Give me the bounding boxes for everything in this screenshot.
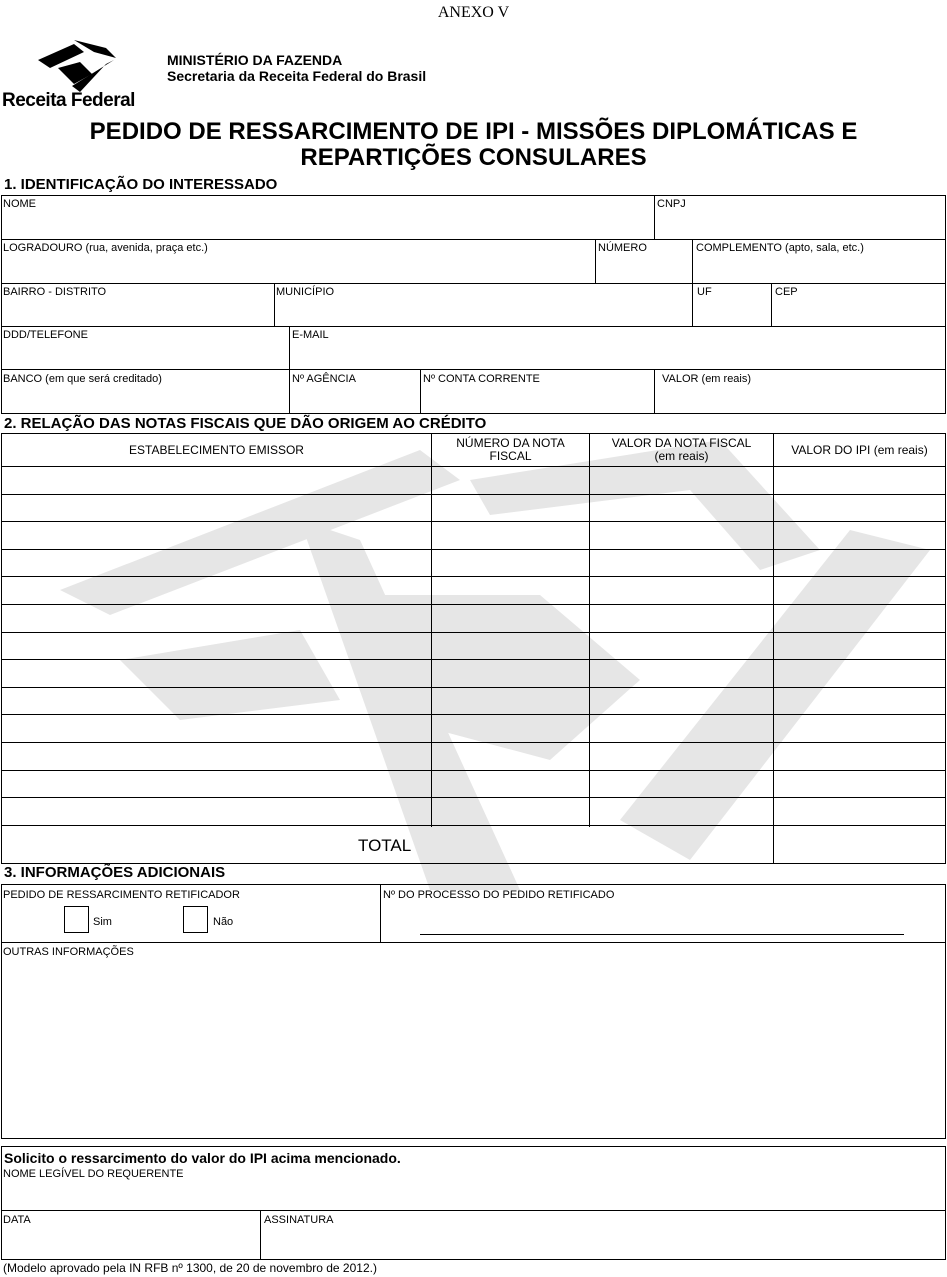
valor-label: VALOR (em reais) (662, 373, 752, 385)
estabelecimento-cell[interactable] (2, 771, 431, 797)
total-label: TOTAL (358, 836, 412, 855)
valor-ipi-cell[interactable] (774, 798, 945, 825)
numero-nota-cell[interactable] (432, 660, 589, 687)
estabelecimento-cell[interactable] (2, 577, 431, 604)
estabelecimento-cell[interactable] (2, 522, 431, 549)
bairro-label: BAIRRO - DISTRITO (3, 286, 107, 298)
valor-ipi-cell[interactable] (774, 522, 945, 549)
valor-ipi-cell[interactable] (774, 743, 945, 770)
cep-label: CEP (775, 286, 798, 298)
col-header-estabelecimento: ESTABELECIMENTO EMISSOR (129, 442, 304, 457)
valor-nota-cell[interactable] (590, 522, 773, 549)
email-field[interactable] (290, 327, 945, 368)
valor-nota-cell[interactable] (590, 660, 773, 687)
processo-field[interactable] (420, 915, 904, 935)
valor-nota-cell[interactable] (590, 743, 773, 770)
numero-nota-cell[interactable] (432, 605, 589, 632)
ministry-name: MINISTÉRIO DA FAZENDA (167, 52, 343, 68)
valor-ipi-cell[interactable] (774, 715, 945, 742)
agencia-label: Nº AGÊNCIA (292, 373, 356, 385)
valor-ipi-cell[interactable] (774, 660, 945, 687)
numero-nota-cell[interactable] (432, 743, 589, 770)
estabelecimento-cell[interactable] (2, 550, 431, 576)
estabelecimento-cell[interactable] (2, 798, 431, 825)
nome-field[interactable] (2, 196, 653, 238)
valor-ipi-cell[interactable] (774, 495, 945, 521)
valor-nota-cell[interactable] (590, 495, 773, 521)
estabelecimento-cell[interactable] (2, 467, 431, 494)
total-ipi-field[interactable] (774, 828, 945, 863)
section1-title: 1. IDENTIFICAÇÃO DO INTERESSADO (4, 176, 278, 193)
cnpj-field[interactable] (655, 196, 945, 238)
logradouro-label: LOGRADOURO (rua, avenida, praça etc.) (3, 242, 208, 254)
retificador-label: PEDIDO DE RESSARCIMENTO RETIFICADOR (3, 889, 240, 901)
request-statement: Solicito o ressarcimento do valor do IPI acima mencionado. (4, 1150, 401, 1166)
banco-label: BANCO (em que será creditado) (3, 373, 162, 385)
numero-nota-cell[interactable] (432, 688, 589, 714)
valor-nota-cell[interactable] (590, 577, 773, 604)
estabelecimento-cell[interactable] (2, 715, 431, 742)
complemento-label: COMPLEMENTO (apto, sala, etc.) (696, 242, 864, 254)
valor-nota-cell[interactable] (590, 605, 773, 632)
numero-nota-cell[interactable] (432, 495, 589, 521)
outras-informacoes-field[interactable] (2, 943, 945, 1138)
numero-nota-cell[interactable] (432, 522, 589, 549)
assinatura-field[interactable] (262, 1211, 945, 1259)
secretariat-name: Secretaria da Receita Federal do Brasil (167, 68, 427, 84)
page-title-line1: PEDIDO DE RESSARCIMENTO DE IPI - MISSÕES DIPLOMÁTICAS E (89, 118, 858, 145)
numero-nota-cell[interactable] (432, 771, 589, 797)
valor-nota-cell[interactable] (590, 688, 773, 714)
col-header-numero-nota: NÚMERO DA NOTA FISCAL (456, 436, 565, 463)
annex-label: ANEXO V (437, 4, 510, 21)
valor-nota-cell[interactable] (590, 715, 773, 742)
col-header-valor-ipi: VALOR DO IPI (em reais) (791, 442, 928, 457)
nome-label: NOME (3, 198, 36, 210)
assinatura-label: ASSINATURA (264, 1214, 334, 1226)
row-divider (1, 825, 946, 826)
nome-requerente-label: NOME LEGÍVEL DO REQUERENTE (3, 1168, 184, 1180)
nao-label: Não (213, 916, 234, 928)
municipio-label: MUNICÍPIO (276, 286, 335, 298)
valor-ipi-cell[interactable] (774, 633, 945, 659)
col-header-valor-nota: VALOR DA NOTA FISCAL (em reais) (611, 436, 752, 463)
valor-ipi-cell[interactable] (774, 605, 945, 632)
outras-informacoes-label: OUTRAS INFORMAÇÕES (3, 946, 134, 958)
numero-label: NÚMERO (598, 242, 647, 254)
footer-note: (Modelo aprovado pela IN RFB nº 1300, de 20 de novembro de 2012.) (3, 1261, 377, 1275)
page-title-line2: REPARTIÇÕES CONSULARES (300, 144, 647, 171)
numero-nota-cell[interactable] (432, 577, 589, 604)
estabelecimento-cell[interactable] (2, 495, 431, 521)
valor-nota-cell[interactable] (590, 550, 773, 576)
numero-nota-cell[interactable] (432, 798, 589, 825)
processo-label: Nº DO PROCESSO DO PEDIDO RETIFICADO (383, 889, 615, 901)
numero-nota-cell[interactable] (432, 715, 589, 742)
valor-nota-cell[interactable] (590, 633, 773, 659)
valor-nota-cell[interactable] (590, 467, 773, 494)
valor-ipi-cell[interactable] (774, 577, 945, 604)
section3-title: 3. INFORMAÇÕES ADICIONAIS (4, 864, 226, 881)
numero-nota-cell[interactable] (432, 467, 589, 494)
receita-federal-logo-icon (34, 38, 120, 94)
sim-checkbox[interactable] (64, 906, 89, 933)
section2-title: 2. RELAÇÃO DAS NOTAS FISCAIS QUE DÃO ORIGEM AO CRÉDITO (4, 415, 487, 432)
data-field[interactable] (2, 1211, 259, 1259)
valor-nota-cell[interactable] (590, 771, 773, 797)
estabelecimento-cell[interactable] (2, 660, 431, 687)
email-label: E-MAIL (292, 329, 329, 341)
estabelecimento-cell[interactable] (2, 743, 431, 770)
nao-checkbox[interactable] (183, 906, 208, 933)
numero-nota-cell[interactable] (432, 633, 589, 659)
uf-label: UF (697, 286, 712, 298)
valor-ipi-cell[interactable] (774, 550, 945, 576)
conta-label: Nº CONTA CORRENTE (423, 373, 540, 385)
sim-label: Sim (93, 916, 112, 928)
valor-ipi-cell[interactable] (774, 467, 945, 494)
data-label: DATA (3, 1214, 31, 1226)
logo-text: Receita Federal (2, 90, 135, 111)
valor-ipi-cell[interactable] (774, 771, 945, 797)
estabelecimento-cell[interactable] (2, 605, 431, 632)
estabelecimento-cell[interactable] (2, 633, 431, 659)
valor-ipi-cell[interactable] (774, 688, 945, 714)
estabelecimento-cell[interactable] (2, 688, 431, 714)
cep-field[interactable] (772, 284, 945, 325)
numero-nota-cell[interactable] (432, 550, 589, 576)
telefone-label: DDD/TELEFONE (3, 329, 88, 341)
cnpj-label: CNPJ (657, 198, 686, 210)
valor-nota-cell[interactable] (590, 798, 773, 825)
processo-underline (420, 934, 904, 935)
municipio-field[interactable] (275, 284, 691, 325)
